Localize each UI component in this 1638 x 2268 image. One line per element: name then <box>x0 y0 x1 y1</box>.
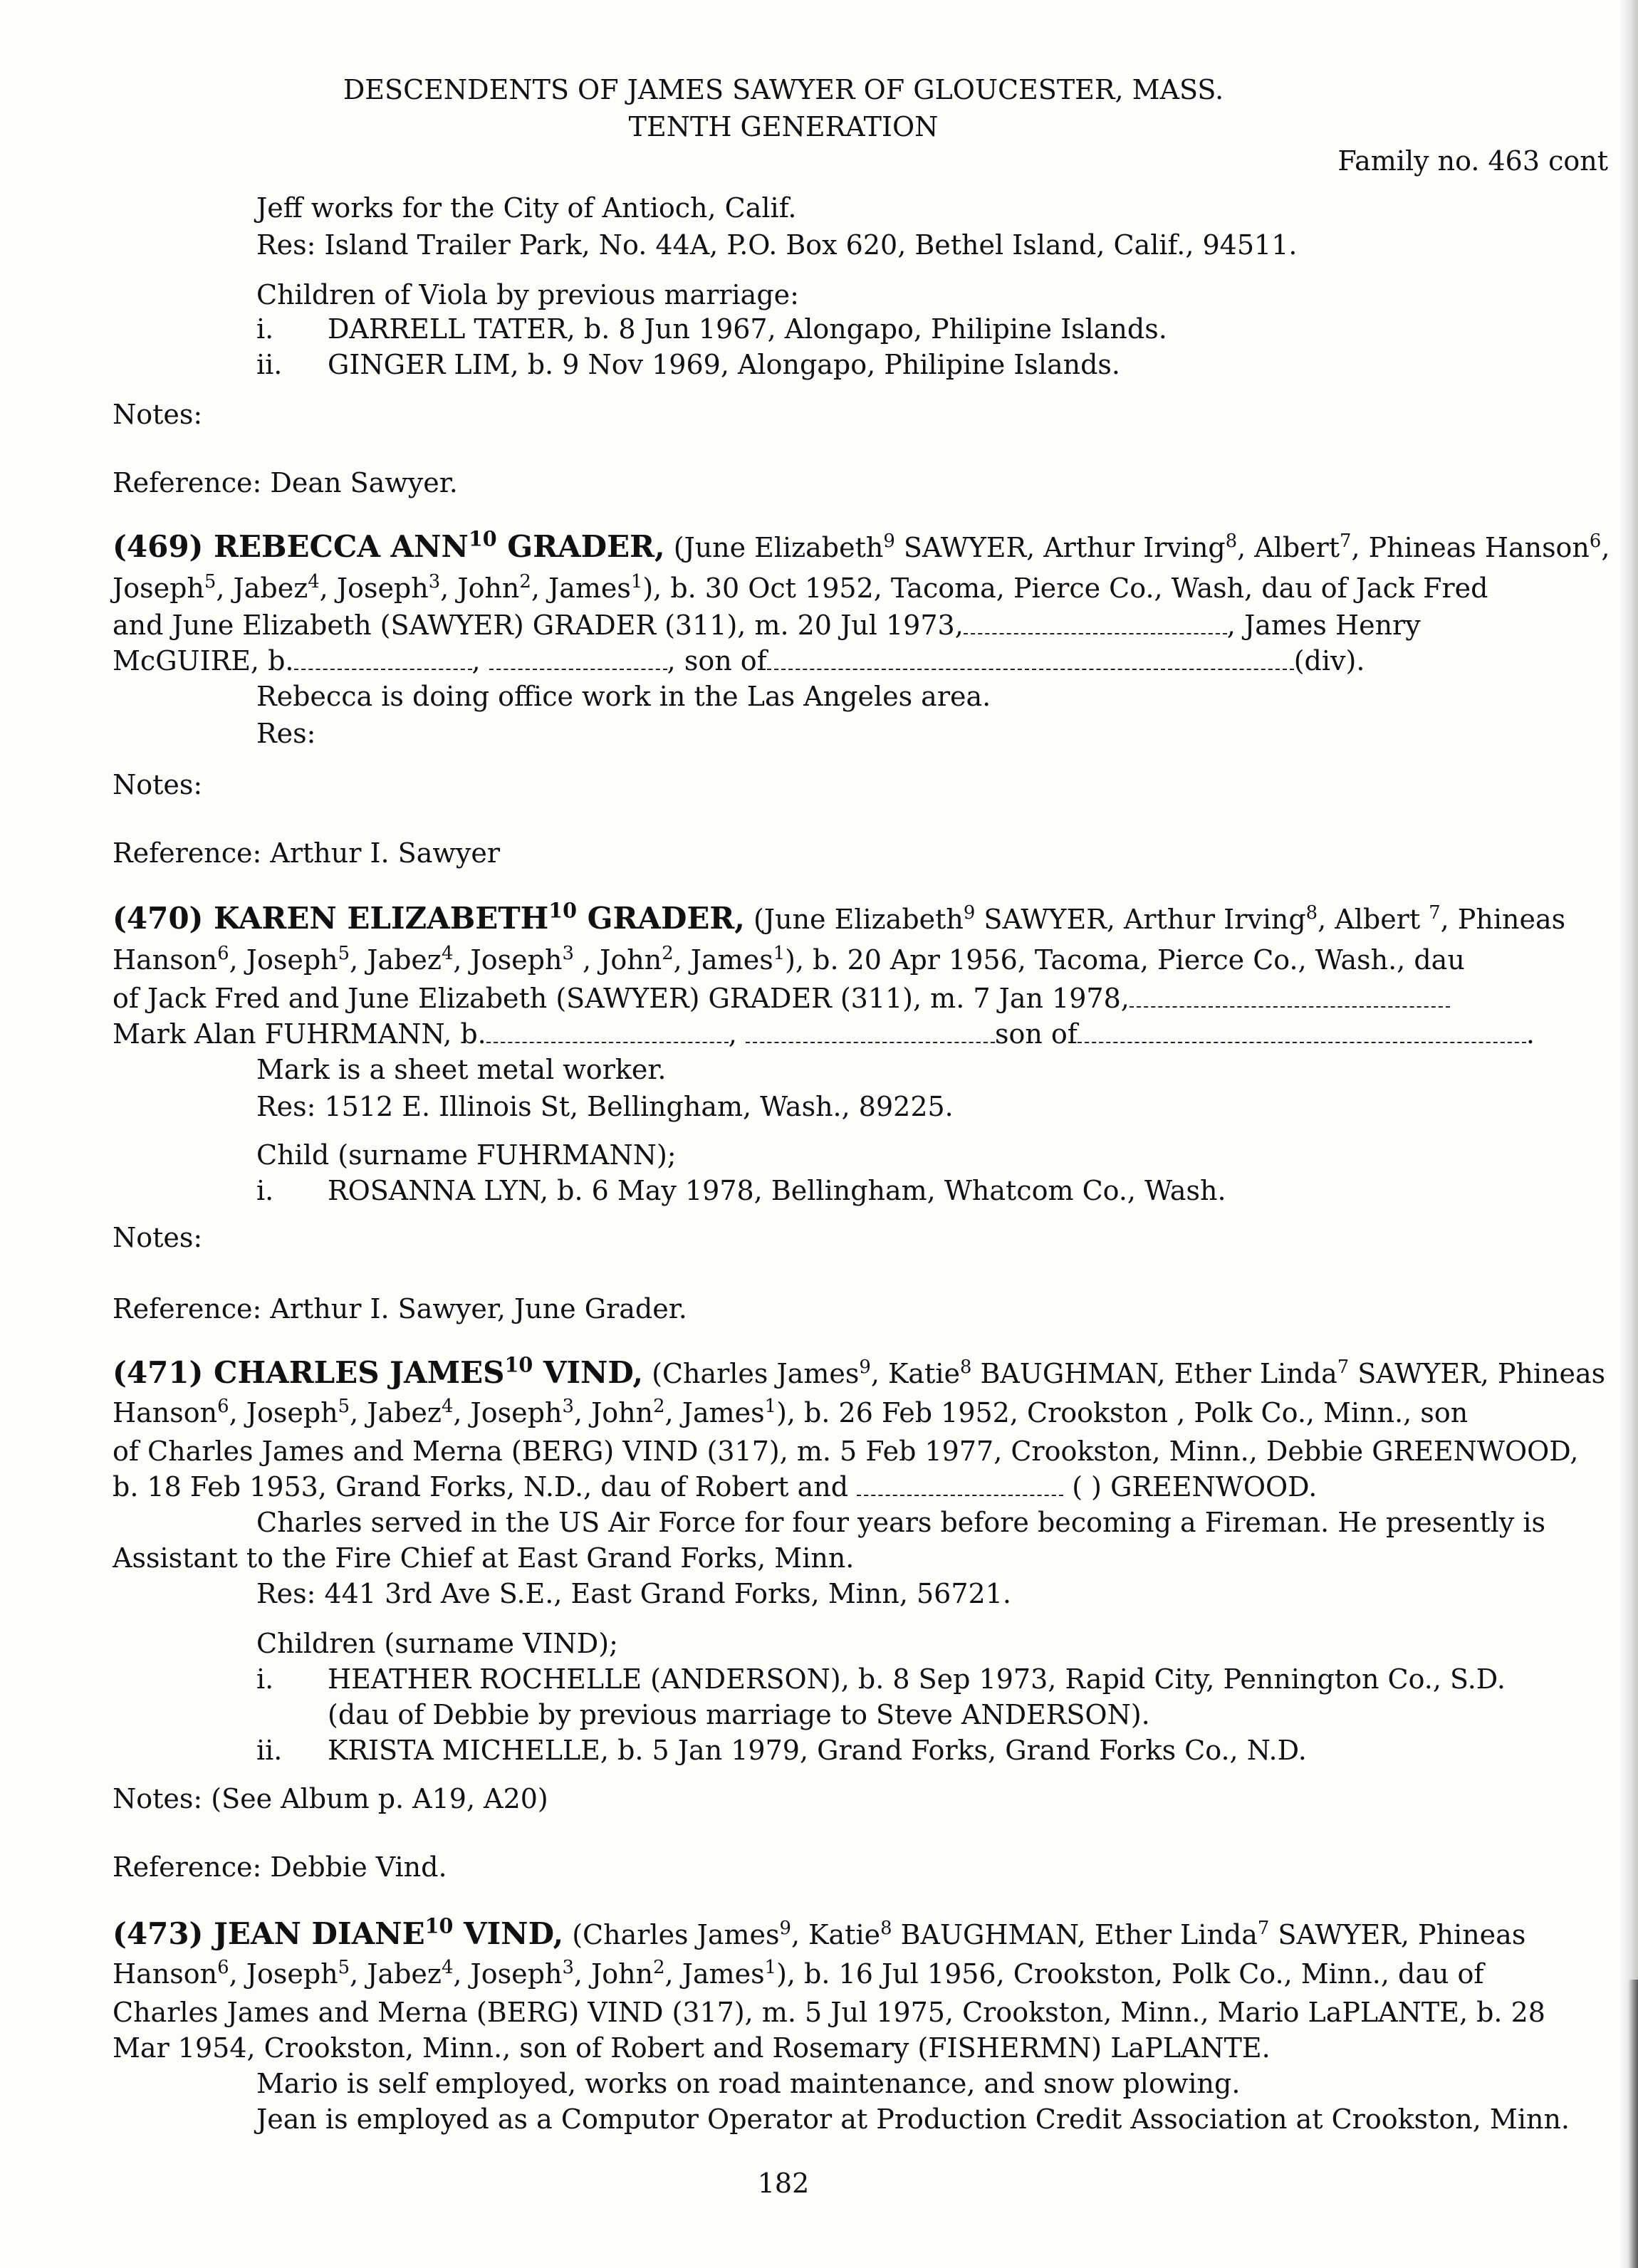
child-numeral: i. <box>256 1663 274 1695</box>
child-numeral: ii. <box>256 1735 283 1766</box>
document-title: DESCENDENTS OF JAMES SAWYER OF GLOUCESTER, MASS. <box>343 74 1224 105</box>
notes-469: Notes: <box>113 769 203 800</box>
entry-469-line-2: Joseph$^5$, Jabez$^4$, Joseph$^3$, John$^2$, James$^1$), b. 30 Oct 1952, Tacoma, Pierce Co., Wash, dau of Jack Fred <box>113 570 1488 604</box>
blank-line <box>767 647 1294 670</box>
blank-line <box>489 647 667 670</box>
entry-470-line-2: Hanson$^6$, Joseph$^5$, Jabez$^4$, Joseph$^3$ , John$^2$, James$^1$), b. 20 Apr 1956, Tacoma, Pierce Co., Wash., dau <box>113 942 1465 976</box>
child-text: KRISTA MICHELLE, b. 5 Jan 1979, Grand Forks, Grand Forks Co., N.D. <box>328 1735 1307 1766</box>
blank-line <box>1078 1020 1526 1043</box>
entry-473-line-4: Mar 1954, Crookston, Minn., son of Robert and Rosemary (FISHERMN) LaPLANTE. <box>113 2032 1271 2064</box>
jeff-work-line: Jeff works for the City of Antioch, Calif. <box>256 192 797 224</box>
entry-471-remark-1: Charles served in the US Air Force for four years before becoming a Fireman. He presently is <box>256 1507 1546 1538</box>
blank-line <box>964 612 1227 634</box>
entry-469-line-4: McGUIRE, b. , , son of (div). <box>113 645 1365 676</box>
entry-470-heading: (470) KAREN ELIZABETH$^{10}$ GRADER, <box>113 898 745 936</box>
entry-469-line-3: and June Elizabeth (SAWYER) GRADER (311), m. 20 Jul 1973, , James Henry <box>113 610 1421 641</box>
page-edge-shadow <box>1619 0 1638 2268</box>
entry-470-child-heading: Child (surname FUHRMANN); <box>256 1139 677 1171</box>
reference-463: Reference: Dean Sawyer. <box>113 467 458 498</box>
child-note: (dau of Debbie by previous marriage to Steve ANDERSON). <box>328 1699 1150 1730</box>
blank-line <box>1130 985 1450 1008</box>
entry-470-remark: Mark is a sheet metal worker. <box>256 1054 667 1085</box>
child-numeral: ii. <box>256 349 283 380</box>
children-heading-463: Children of Viola by previous marriage: <box>256 279 799 310</box>
entry-471-remark-2: Assistant to the Fire Chief at East Grand Forks, Minn. <box>113 1542 855 1574</box>
blank-line <box>486 1020 729 1043</box>
entry-471-line-1: (471) CHARLES JAMES$^{10}$ VIND, (Charles James$^9$, Katie$^8$ BAUGHMAN, Ether Linda$^7$ SAWYER, Phineas <box>113 1352 1606 1390</box>
family-number: Family no. 463 cont <box>1337 145 1608 177</box>
reference-469: Reference: Arthur I. Sawyer <box>113 837 501 869</box>
child-text: GINGER LIM, b. 9 Nov 1969, Alongapo, Philipine Islands. <box>328 349 1121 380</box>
blank-line <box>294 647 472 670</box>
blank-line <box>746 1020 995 1043</box>
entry-471-heading: (471) CHARLES JAMES$^{10}$ VIND, <box>113 1352 643 1390</box>
entry-469-line-1: (469) REBECCA ANN$^{10}$ GRADER, (June Elizabeth$^9$ SAWYER, Arthur Irving$^8$, Albert$^7$, Phineas Hanson$^6$, <box>113 526 1610 564</box>
binding-shadow <box>1628 1980 1638 2268</box>
child-text: ROSANNA LYN, b. 6 May 1978, Bellingham, Whatcom Co., Wash. <box>328 1175 1226 1206</box>
blank-line <box>857 1473 1063 1496</box>
entry-471-line-3: of Charles James and Merna (BERG) VIND (317), m. 5 Feb 1977, Crookston, Minn., Debbie GREENWOOD, <box>113 1436 1579 1467</box>
entry-473-line-2: Hanson$^6$, Joseph$^5$, Jabez$^4$, Joseph$^3$, John$^2$, James$^1$), b. 16 Jul 1956, Crookston, Polk Co., Minn., dau of <box>113 1956 1484 1990</box>
entry-473-remark-2: Jean is employed as a Computor Operator at Production Credit Association at Crookston, Minn. <box>256 2104 1570 2135</box>
entry-473-line-3: Charles James and Merna (BERG) VIND (317), m. 5 Jul 1975, Crookston, Minn., Mario LaPLANTE, b. 28 <box>113 1997 1545 2028</box>
reference-471: Reference: Debbie Vind. <box>113 1851 447 1883</box>
child-text: HEATHER ROCHELLE (ANDERSON), b. 8 Sep 1973, Rapid City, Pennington Co., S.D. <box>328 1663 1506 1695</box>
entry-473-remark-1: Mario is self employed, works on road maintenance, and snow plowing. <box>256 2068 1241 2099</box>
residence-463: Res: Island Trailer Park, No. 44A, P.O. Box 620, Bethel Island, Calif., 94511. <box>256 229 1298 261</box>
notes-470: Notes: <box>113 1222 203 1253</box>
entry-470-line-4: Mark Alan FUHRMANN, b. , son of . <box>113 1018 1535 1050</box>
entry-471-residence: Res: 441 3rd Ave S.E., East Grand Forks, Minn, 56721. <box>256 1578 1011 1609</box>
entry-471-children-heading: Children (surname VIND); <box>256 1628 618 1659</box>
page-number: 182 <box>757 2168 810 2199</box>
entry-473-line-1: (473) JEAN DIANE$^{10}$ VIND, (Charles James$^9$, Katie$^8$ BAUGHMAN, Ether Linda$^7$ SAWYER, Phineas <box>113 1913 1526 1951</box>
child-numeral: i. <box>256 1175 274 1206</box>
entry-471-line-2: Hanson$^6$, Joseph$^5$, Jabez$^4$, Joseph$^3$, John$^2$, James$^1$), b. 26 Feb 1952, Crookston , Polk Co., Minn., son <box>113 1395 1469 1428</box>
generation-heading: TENTH GENERATION <box>628 111 939 142</box>
entry-470-line-1: (470) KAREN ELIZABETH$^{10}$ GRADER, (June Elizabeth$^9$ SAWYER, Arthur Irving$^8$, Albert $^7$, Phineas <box>113 898 1566 936</box>
reference-470: Reference: Arthur I. Sawyer, June Grader. <box>113 1293 687 1324</box>
entry-469-remark: Rebecca is doing office work in the Las Angeles area. <box>256 681 991 712</box>
entry-471-line-4: b. 18 Feb 1953, Grand Forks, N.D., dau of Robert and ( ) GREENWOOD. <box>113 1471 1318 1503</box>
notes-463: Notes: <box>113 399 203 430</box>
entry-469-heading: (469) REBECCA ANN$^{10}$ GRADER, <box>113 526 665 564</box>
entry-470-residence: Res: 1512 E. Illinois St, Bellingham, Wash., 89225. <box>256 1091 954 1122</box>
child-numeral: i. <box>256 313 274 345</box>
notes-471: Notes: (See Album p. A19, A20) <box>113 1783 548 1814</box>
entry-473-heading: (473) JEAN DIANE$^{10}$ VIND, <box>113 1913 564 1951</box>
entry-469-residence: Res: <box>256 718 316 749</box>
entry-470-line-3: of Jack Fred and June Elizabeth (SAWYER) GRADER (311), m. 7 Jan 1978, <box>113 980 1450 1017</box>
child-text: DARRELL TATER, b. 8 Jun 1967, Alongapo, Philipine Islands. <box>328 313 1167 345</box>
